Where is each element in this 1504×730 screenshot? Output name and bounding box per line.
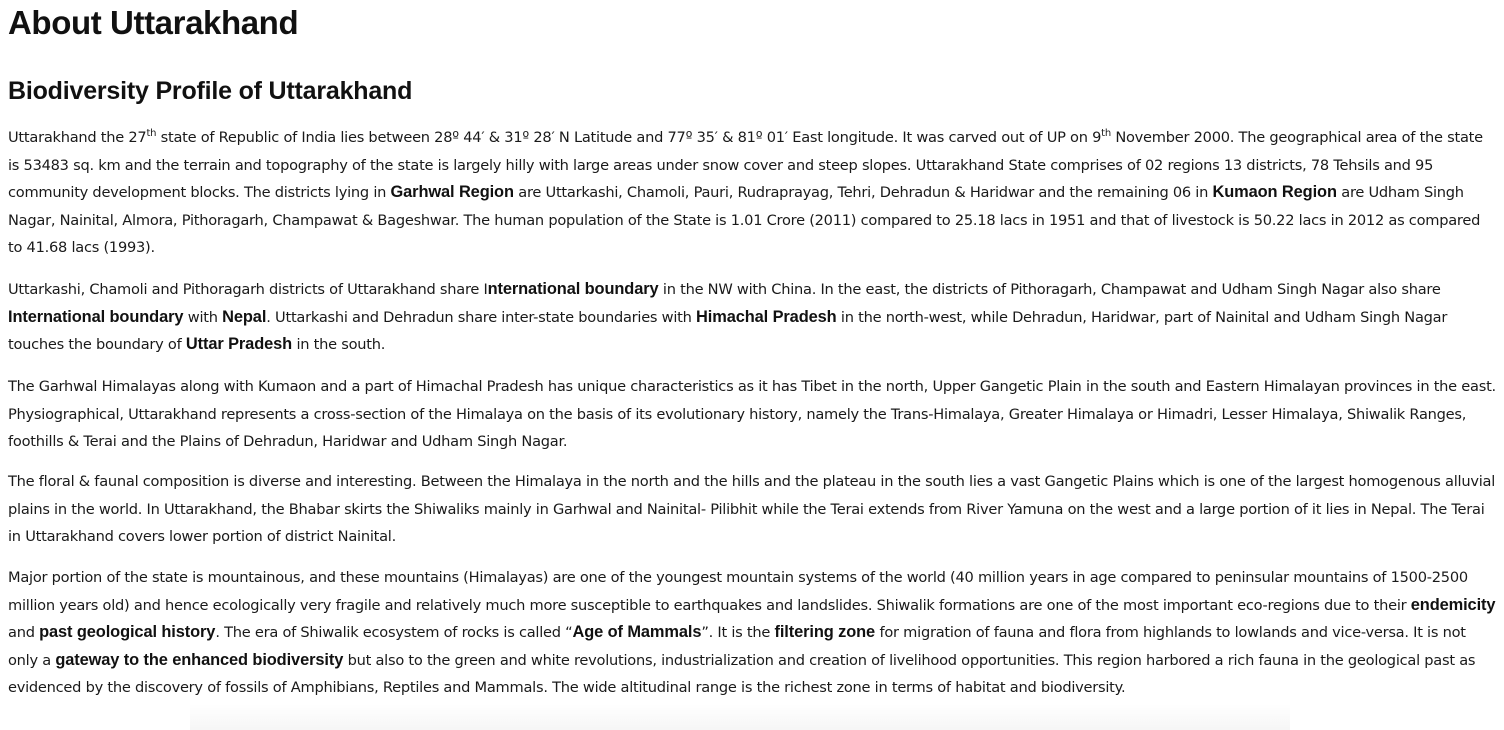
- text: with: [183, 308, 223, 326]
- text: . The era of Shiwalik ecosystem of rocks is called “: [215, 624, 573, 642]
- bold-term: Age of Mammals: [572, 623, 702, 642]
- paragraph-flora-fauna: The floral & faunal composition is diverse and interesting. Between the Himalaya in the north and the hills and the plateau in the south lies a vast Gangetic Plains which is one of the largest homogenous alluvial plains in the world. In Uttarakhand, the Bhabar skirts the Shiwaliks mainly in Garhwal and Nainital- Pilibhit while the Terai extends from River Yamuna on the west and a large portion of it lies in Nepal. The Terai in Uttarakhand covers lower portion of district Nainital.: [8, 473, 1496, 546]
- text: but also to the green and white revolutions, industrialization and creation of livelihood opportunities. This region harbored a rich fauna in the geological past as evidenced by the discovery of fossils of Amphibians, Reptiles and Mammals. The wide altitudinal range is the richest zone in terms of habitat and biodiversity.: [8, 651, 1476, 697]
- bottom-fade: [190, 704, 1290, 730]
- text: in the north-west, while Dehradun, Haridwar, part of Nainital and Udham Singh Nagar touches the boundary of: [8, 308, 1448, 354]
- text: are Uttarkashi, Chamoli, Pauri, Rudraprayag, Tehri, Dehradun & Haridwar and the remaining 06 in: [513, 184, 1213, 202]
- bold-term: International boundary: [8, 307, 184, 326]
- section-heading: Biodiversity Profile of Uttarakhand: [8, 77, 413, 105]
- bold-term: Nepal: [222, 307, 267, 326]
- paragraph-boundaries: [8, 276, 1498, 359]
- bold-term: Himachal Pradesh: [696, 307, 837, 326]
- page-title: About Uttarakhand: [8, 4, 299, 41]
- text: Uttarakhand the 27: [8, 129, 147, 146]
- superscript: th: [1101, 128, 1111, 140]
- bold-term: past geological history: [39, 623, 216, 642]
- paragraph-mountains: [8, 564, 1498, 702]
- paragraph-physiography: The Garhwal Himalayas along with Kumaon and a part of Himachal Pradesh has unique characteristics as it has Tibet in the north, Upper Gangetic Plain in the south and Eastern Himalayan provinces in the east. Physiographical, Uttarakhand represents a cross-section of the Himalaya on the basis of its evolutionary history, namely the Trans-Himalaya, Greater Himalaya or Himadri, Lesser Himalaya, Shiwalik Ranges, foothills & Terai and the Plains of Dehradun, Haridwar and Udham Singh Nagar.: [8, 378, 1496, 451]
- bold-term: nternational boundary: [487, 280, 659, 298]
- text: ”. It is the: [701, 624, 775, 642]
- text: are Udham Singh Nagar, Nainital, Almora, Pithoragarh, Champawat & Bageshwar. The human population of the State is 1.01 Crore (2011) compared to 25.18 lacs in 1951 and that of livestock is 50.22 lacs in 2012 as compared to 41.68 lacs (1993).: [8, 184, 1481, 257]
- text: in the south.: [292, 336, 386, 354]
- bold-term: endemicity: [1410, 595, 1496, 614]
- text: and: [8, 624, 40, 642]
- text: for migration of fauna and flora from highlands to lowlands and vice-versa. It is not only a: [8, 624, 1466, 669]
- bold-term: Kumaon Region: [1212, 183, 1337, 202]
- bold-term: filtering zone: [774, 623, 876, 642]
- bold-term: gateway to the enhanced biodiversity: [55, 650, 344, 669]
- bold-term: Garhwal Region: [390, 183, 514, 202]
- bold-term: Uttar Pradesh: [185, 335, 293, 354]
- text: Major portion of the state is mountainous, and these mountains (Himalayas) are one of the youngest mountain systems of the world (40 million years in age compared to peninsular mountains of 1500-2500 million years old) and hence ecologically very fragile and relatively much more susceptible to earthquakes and landslides. Shiwalik formations are one of the most important eco-regions due to their: [8, 569, 1468, 614]
- paragraph-geography: [8, 124, 1498, 262]
- superscript: th: [146, 128, 157, 140]
- text: November 2000. The geographical area of the state is 53483 sq. km and the terrain and topography of the state is largely hilly with large areas under snow cover and steep slopes. Uttarakhand State comprises of 02 regions 13 districts, 78 Tehsils and 95 community development blocks. The districts lying in: [8, 129, 1483, 202]
- text: Uttarkashi, Chamoli and Pithoragarh districts of Uttarakhand share I: [8, 281, 488, 298]
- text: state of Republic of India lies between 28º 44′ & 31º 28′ N Latitude and 77º 35′ & 81º 01′ East longitude. It was carved out of UP on 9: [156, 129, 1102, 146]
- text: in the NW with China. In the east, the districts of Pithoragarh, Champawat and Udham Singh Nagar also share: [658, 281, 1441, 298]
- text: . Uttarkashi and Dehradun share inter-state boundaries with: [266, 308, 697, 326]
